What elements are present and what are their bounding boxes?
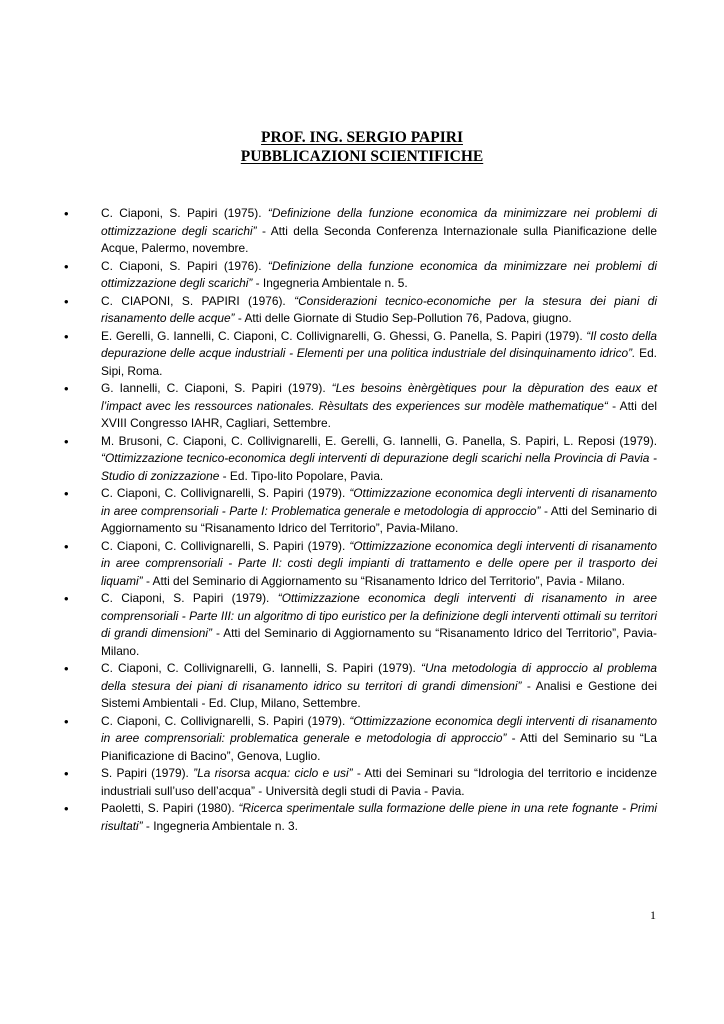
publication-venue: Ed. Sipi, Roma. bbox=[101, 346, 657, 378]
publication-authors-year: C. Ciaponi, C. Collivignarelli, S. Papiri (1979). bbox=[101, 713, 350, 728]
publication-authors-year: Paoletti, S. Papiri (1980). bbox=[101, 801, 239, 815]
publication-text bbox=[101, 713, 657, 766]
publication-entry bbox=[0, 293, 724, 328]
publication-text bbox=[101, 328, 657, 381]
publication-title: “Ottimizzazione economica degli interventi di risanamento in aree comprensoriali - Parte III: un algoritmo di tipo euristico per la definizione degli interventi ottimali su territori di grandi dimensioni” bbox=[101, 591, 657, 640]
publication-venue: - Ingegneria Ambientale n. 3. bbox=[142, 818, 298, 833]
publication-entry bbox=[0, 205, 724, 258]
publication-entry bbox=[0, 660, 724, 713]
bullet-icon: • bbox=[64, 486, 69, 501]
bullet-icon: • bbox=[64, 433, 69, 449]
publication-title: “Definizione della funzione economica da minimizzare nei problemi di ottimizzazione degli scarichi” bbox=[101, 206, 657, 238]
bullet-icon: • bbox=[64, 661, 69, 676]
publication-authors-year: C. Ciaponi, S. Papiri (1976). bbox=[101, 258, 268, 273]
bullet-icon: • bbox=[64, 293, 69, 309]
publication-text bbox=[101, 538, 657, 591]
publication-title: “Ottimizzazione economica degli interventi di risanamento in aree comprensoriali: problematica generale e metodologia di approccio” bbox=[101, 713, 657, 745]
publication-authors-year: C. Ciaponi, C. Collivignarelli, S. Papiri (1979). bbox=[101, 486, 350, 500]
document-header bbox=[0, 128, 724, 166]
publication-title: “Considerazioni tecnico-economiche per la stesura dei piani di risanamento delle acque” bbox=[101, 293, 657, 325]
publication-venue: - Atti della Seconda Conferenza Internazionale sulla Pianificazione delle Acque, Palermo, novembre. bbox=[101, 223, 657, 255]
publication-venue: - Atti del XVIII Congresso IAHR, Cagliari, Settembre. bbox=[101, 398, 657, 430]
publication-list bbox=[0, 205, 724, 835]
publication-text bbox=[101, 205, 657, 258]
publication-authors-year: C. Ciaponi, C. Collivignarelli, G. Iannelli, S. Papiri (1979). bbox=[101, 661, 422, 675]
publication-authors-year: M. Brusoni, C. Ciaponi, C. Collivignarelli, E. Gerelli, G. Iannelli, G. Panella, S. Papiri, L. Reposi (1979). bbox=[101, 433, 657, 448]
bullet-icon: • bbox=[64, 538, 69, 554]
page-number: 1 bbox=[650, 908, 656, 922]
publication-title: “Ottimizzazione economica degli interventi di risanamento in aree comprensoriali - Parte I: Problematica generale e metodologia di approccio” bbox=[101, 486, 657, 518]
publication-venue: - Atti del Seminario di Aggiornamento su “Risanamento Idrico del Territorio”, Pavia-Milano. bbox=[101, 503, 657, 535]
publication-authors-year: C. Ciaponi, C. Collivignarelli, S. Papiri (1979). bbox=[101, 538, 350, 553]
bullet-icon: • bbox=[64, 591, 69, 606]
publication-authors-year: S. Papiri (1979). bbox=[101, 766, 194, 780]
publication-entry bbox=[0, 765, 724, 800]
publication-entry bbox=[0, 328, 724, 381]
publication-authors-year: C. Ciaponi, S. Papiri (1975). bbox=[101, 206, 268, 220]
publication-text bbox=[101, 433, 657, 486]
section-heading: PUBBLICAZIONI SCIENTIFICHE bbox=[240, 148, 484, 165]
bullet-icon: • bbox=[64, 801, 69, 816]
publication-venue: - Ed. Tipo-lito Popolare, Pavia. bbox=[219, 468, 384, 483]
publication-venue: - Atti del Seminario di Aggiornamento su “Risanamento Idrico del Territorio”, Pavia-Milano. bbox=[101, 626, 657, 658]
publication-authors-year: G. Iannelli, C. Ciaponi, S. Papiri (1979). bbox=[101, 381, 332, 395]
publication-title: “Ottimizzazione economica degli interventi di risanamento in aree comprensoriali - Parte II: costi degli impianti di trattamento e delle opere per il trasporto dei liquami” bbox=[101, 538, 657, 588]
publication-venue: - Atti del Seminario di Aggiornamento su “Risanamento Idrico del Territorio”, Pavia - Milano. bbox=[142, 573, 625, 588]
bullet-icon: • bbox=[64, 258, 69, 274]
bullet-icon: • bbox=[64, 206, 69, 221]
publication-entry bbox=[0, 380, 724, 433]
publication-entry bbox=[0, 258, 724, 293]
publication-title: “Definizione della funzione economica da minimizzare nei problemi di ottimizzazione degli scarichi” bbox=[101, 258, 657, 290]
publication-title: “Ottimizzazione tecnico-economica degli interventi di depurazione degli scarichi nella Provincia di Pavia - Studio di zonizzazione bbox=[101, 451, 657, 483]
publication-authors-year: E. Gerelli, G. Iannelli, C. Ciaponi, C. Collivignarelli, G. Ghessi, G. Panella, S. Papiri (1979). bbox=[101, 328, 587, 343]
publication-entry bbox=[0, 485, 724, 538]
publication-entry bbox=[0, 713, 724, 766]
publication-title: “Ricerca sperimentale sulla formazione delle piene in una rete fognante - Primi risultati” bbox=[101, 801, 657, 833]
author-heading: PROF. ING. SERGIO PAPIRI bbox=[261, 129, 463, 146]
publication-text bbox=[101, 380, 657, 433]
publication-text bbox=[101, 485, 657, 538]
publication-text bbox=[101, 293, 657, 328]
publication-entry bbox=[0, 433, 724, 486]
publication-entry bbox=[0, 538, 724, 591]
bullet-icon: • bbox=[64, 328, 69, 344]
publication-title: “Il costo della depurazione delle acque industriali - Elementi per una politica industriale del disinquinamento idrico”. bbox=[101, 328, 657, 360]
publication-text bbox=[101, 258, 657, 293]
publication-text bbox=[101, 800, 657, 835]
publication-venue: - Atti dei Seminari su “Idrologia del territorio e incidenze industriali sull’uso dell’acqua” - Università degli studi di Pavia - Pavia. bbox=[101, 766, 657, 798]
publication-venue: - Ingegneria Ambientale n. 5. bbox=[252, 276, 408, 290]
publication-venue: - Atti del Seminario su “La Pianificazione di Bacino”, Genova, Luglio. bbox=[101, 731, 657, 763]
publication-title: “Una metodologia di approccio al problema della stesura dei piani di risanamento idrico su territori di grandi dimensioni” bbox=[101, 661, 657, 693]
bullet-icon: • bbox=[64, 766, 69, 781]
bullet-icon: • bbox=[64, 381, 69, 396]
publication-authors-year: C. CIAPONI, S. PAPIRI (1976). bbox=[101, 293, 295, 308]
publication-entry bbox=[0, 590, 724, 660]
publication-title: “Les besoins ènèrgètiques pour la dèpuration des eaux et l’impact avec les ressources nationales. Rèsultats des experiences sur modèle mathematique“ bbox=[101, 381, 658, 413]
publication-text bbox=[101, 590, 657, 660]
publication-text bbox=[101, 660, 657, 713]
publication-venue: - Atti delle Giornate di Studio Sep-Pollution 76, Padova, giugno. bbox=[234, 311, 572, 325]
bullet-icon: • bbox=[64, 713, 69, 729]
publication-authors-year: C. Ciaponi, S. Papiri (1979). bbox=[101, 591, 278, 605]
publication-text bbox=[101, 765, 657, 800]
publication-entry bbox=[0, 800, 724, 835]
publication-title: ”La risorsa acqua: ciclo e usi” bbox=[193, 766, 353, 780]
publication-venue: - Analisi e Gestione dei Sistemi Ambientali - Ed. Clup, Milano, Settembre. bbox=[101, 678, 658, 710]
